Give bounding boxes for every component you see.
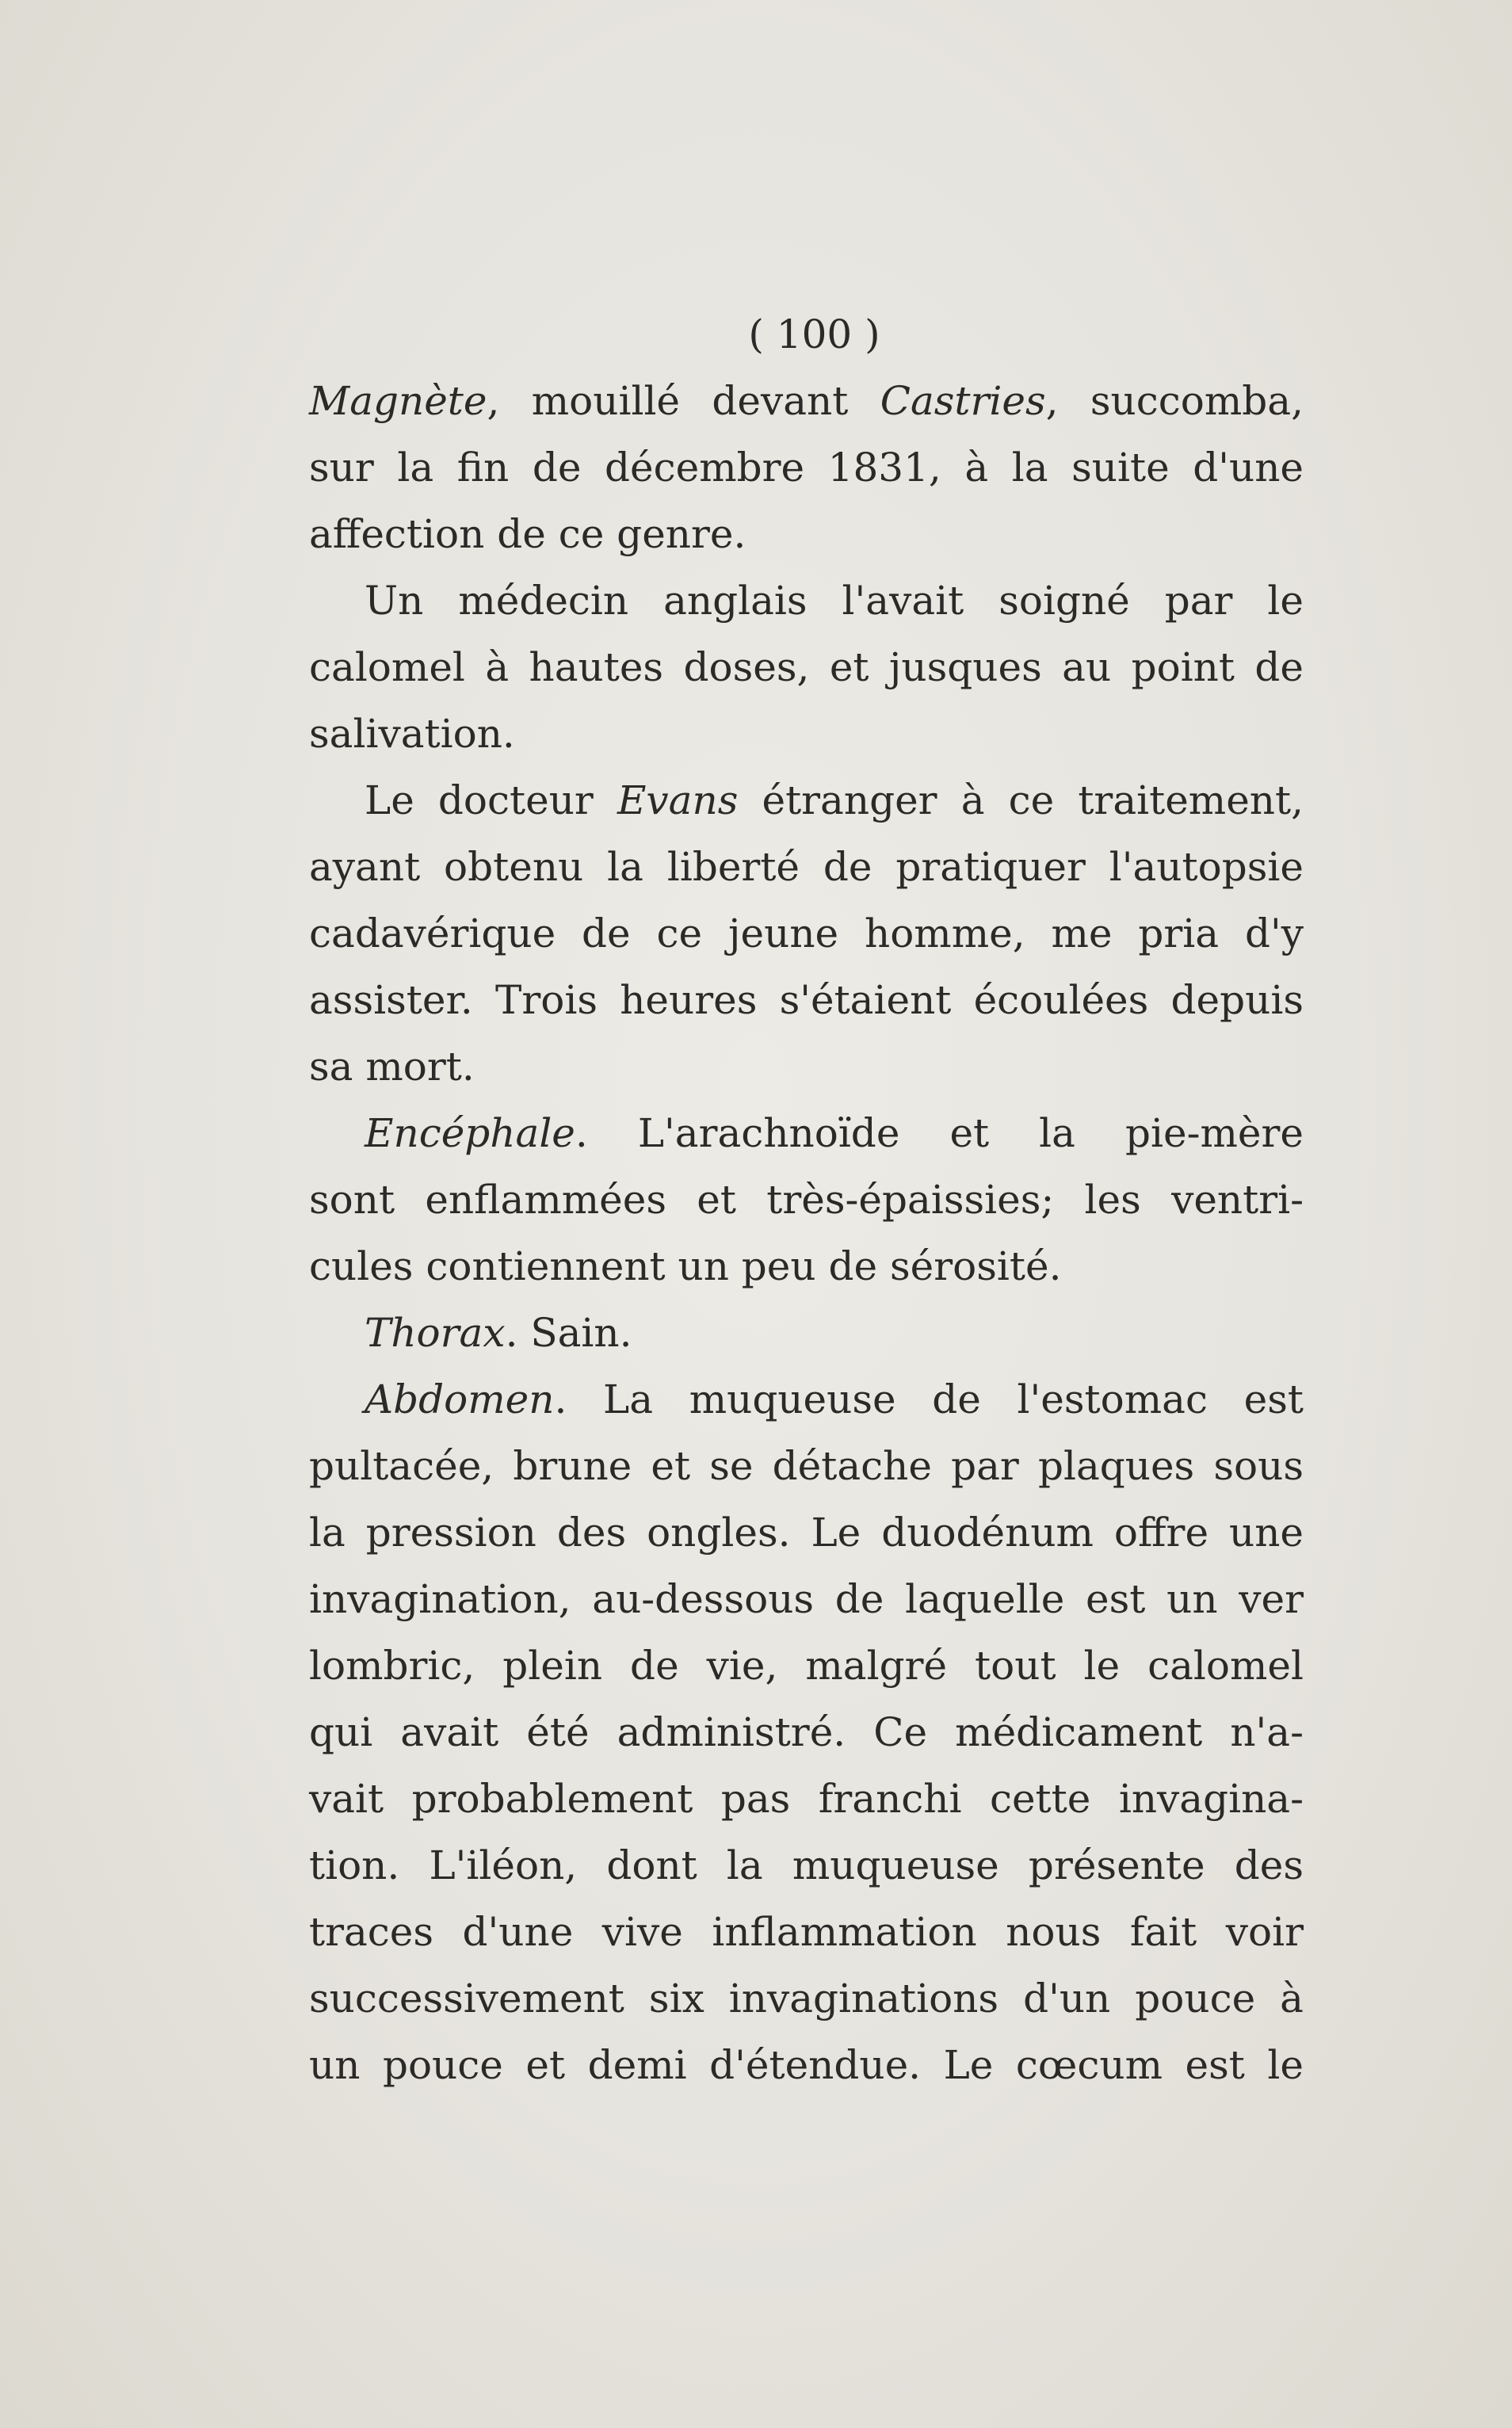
- text-line: [309, 2032, 1304, 2098]
- text-span: vait probablement pas franchi cette invagina-: [309, 1776, 1304, 1822]
- text-span: , mouillé devant: [487, 378, 880, 424]
- text-span: sa mort.: [309, 1044, 475, 1090]
- italic-text: Magnète: [309, 378, 487, 424]
- page-number: ( 100 ): [748, 311, 880, 357]
- text-line: [309, 1100, 1304, 1166]
- text-line: [309, 1433, 1304, 1499]
- text-line: [309, 1965, 1304, 2032]
- text-span: salivation.: [309, 711, 515, 757]
- text-span: qui avait été administré. Ce médicament n'a-: [309, 1709, 1304, 1755]
- text-line: [309, 1766, 1304, 1832]
- text-span: . L'arachnoïde et la pie-mère: [575, 1110, 1304, 1156]
- text-span: sont enflammées et très-épaissies; les ventri-: [309, 1177, 1304, 1223]
- text-line: [309, 434, 1304, 501]
- text-span: pultacée, brune et se détache par plaques sous: [309, 1443, 1304, 1489]
- text-span: sur la fin de décembre 1831, à la suite d'une: [309, 445, 1304, 491]
- text-line: [309, 1566, 1304, 1632]
- text-line: [309, 767, 1304, 834]
- italic-text: Castries: [880, 378, 1046, 424]
- text-line: [309, 501, 1304, 567]
- text-span: successivement six invaginations d'un pouce à: [309, 1976, 1304, 2021]
- text-span: la pression des ongles. Le duodénum offre une: [309, 1510, 1304, 1556]
- italic-text: Abdomen: [365, 1376, 555, 1422]
- text-line: [309, 1233, 1304, 1300]
- text-span: étranger à ce traitement,: [738, 777, 1304, 823]
- text-span: . La muqueuse de l'estomac est: [554, 1376, 1304, 1422]
- text-line: [309, 368, 1304, 434]
- text-line: [309, 1366, 1304, 1433]
- body-text: [309, 368, 1304, 2098]
- page-text: [309, 301, 1304, 2098]
- text-line: [309, 1166, 1304, 1233]
- text-line: [309, 967, 1304, 1033]
- text-span: assister. Trois heures s'étaient écoulées depuis: [309, 977, 1304, 1023]
- text-span: ayant obtenu la liberté de pratiquer l'autopsie: [309, 844, 1304, 890]
- text-span: cadavérique de ce jeune homme, me pria d'y: [309, 910, 1304, 956]
- text-line: [309, 701, 1304, 767]
- text-line: [309, 1632, 1304, 1699]
- text-span: lombric, plein de vie, malgré tout le calomel: [309, 1643, 1304, 1689]
- text-span: invagination, au-dessous de laquelle est un ver: [309, 1576, 1304, 1622]
- italic-text: Evans: [617, 777, 739, 823]
- text-line: [309, 1699, 1304, 1766]
- text-span: . Sain.: [505, 1310, 632, 1356]
- text-span: Le docteur: [365, 777, 617, 823]
- text-line: [309, 1300, 1304, 1366]
- text-line: [309, 834, 1304, 900]
- text-span: cules contiennent un peu de sérosité.: [309, 1243, 1062, 1289]
- text-line: [309, 1832, 1304, 1899]
- text-span: calomel à hautes doses, et jusques au point de: [309, 644, 1304, 690]
- text-line: [309, 634, 1304, 701]
- text-line: [309, 567, 1304, 634]
- italic-text: Encéphale: [365, 1110, 575, 1156]
- text-line: [309, 1899, 1304, 1965]
- text-line: [309, 900, 1304, 967]
- text-span: tion. L'iléon, dont la muqueuse présente des: [309, 1842, 1304, 1888]
- text-span: , succomba,: [1045, 378, 1304, 424]
- text-span: traces d'une vive inflammation nous fait voir: [309, 1909, 1304, 1955]
- text-span: affection de ce genre.: [309, 511, 746, 557]
- text-span: un pouce et demi d'étendue. Le cœcum est le: [309, 2042, 1304, 2088]
- text-line: [309, 1499, 1304, 1566]
- text-line: [309, 1033, 1304, 1100]
- italic-text: Thorax: [365, 1310, 506, 1356]
- text-span: Un médecin anglais l'avait soigné par le: [365, 578, 1304, 624]
